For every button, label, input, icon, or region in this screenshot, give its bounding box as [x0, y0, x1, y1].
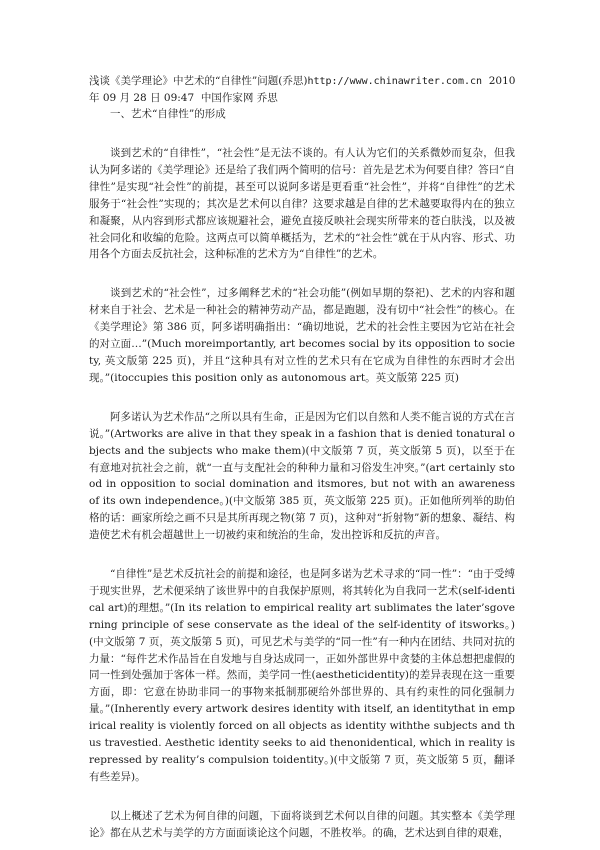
article-author: 乔思	[256, 92, 278, 104]
article-title: 浅谈《美学理论》中艺术的“自律性”问题(乔思)	[89, 75, 308, 87]
article-date: 年 09 月 28 日 09:47	[89, 92, 195, 104]
section-heading: 一、艺术“自律性”的形成	[110, 108, 226, 120]
article-meta	[89, 90, 515, 106]
paragraph-1: 谈到艺术的“自律性”，“社会性”是无法不谈的。有人认为它们的关系微妙而复杂，但我认为阿多诺的《美学理论》还是给了我们两个简明的信号：首先是艺术为何要自律？答曰“自律性”是实现“社会性”的前提，甚至可以说阿多诺是更看重“社会性”，并将“自律性”的艺术服务于“社会性”实现的；其次是艺术何以自律？这要求越是自律的艺术越要取得内在的独立和凝聚，从内容到形式都应该规避社会，避免直接反映社会现实所带来的苍白肤浅，以及被社会同化和收编的危险。这两点可以简单概括为，艺术的“社会性”就在于从内容、形式、功用各个方面去反抗社会，这种标准的艺术方为“自律性”的艺术。	[89, 147, 515, 261]
paragraph-4: “自律性”是艺术反抗社会的前提和途径，也是阿多诺为艺术寻求的“同一性”：“由于受缚于现实世界，艺术便采纳了该世界中的自我保护原则，将其转化为自我同一艺术(self-identical art)的理想。”(In its relation to empirical reality art sublimates the later’sgoverning principle of sese conservate as the ideal of the self-identity of itsworks。)(中文版第 7 页，英文版第 5 页)，可见艺术与美学的“同一性”有一种内在团结、共同对抗的力量：“每件艺术作品旨在自发地与自身达成同一，正如外部世界中贪婪的主体总想把虚假的同一性到处强加于客体一样。然而，美学同一性(aestheticidentity)的差异表现在这一重要方面，即：它意在协助非同一的事物来抵制那硬给外部世界的、具有约束性的同化强制力量。”(Inherently every artwork desires identity with itself, an identitythat in empirical reality is violently forced on all objects as identity withthe subjects and thus travestied. Aesthetic identity seeks to aid thenonidentical, which in reality is repressed by reality’s compulsion toidentity。)(中文版第 7 页，英文版第 5 页，翻译有些差异)。	[89, 568, 515, 783]
article-header	[89, 73, 515, 90]
source-url[interactable]: http://www.chinawriter.com.cn	[307, 76, 483, 87]
paragraph-2: 谈到艺术的“社会性”，过多阐释艺术的“社会功能”(例如早期的祭祀)、艺术的内容和题材来自于社会、艺术是一种社会的精神劳动产品，都是跑题，没有切中“社会性”的核心。在《美学理论》第 386 页，阿多诺明确指出：“确切地说，艺术的社会性主要因为它站在社会的对立面…”(Much moreimportantly, art becomes social by its opposition to society, 英文版第 225 页)，并且“这种具有对立性的艺术只有在它成为自律性的东西时才会出现。”(itoccupies this position only as autonomous art。英文版第 225 页)	[89, 287, 515, 384]
article-source: 中国作家网	[200, 92, 254, 104]
paragraph-3: 阿多诺认为艺术作品“之所以具有生命，正是因为它们以自然和人类不能言说的方式在言说。”(Artworks are alive in that they speak in a fashion that is denied tonatural objects and the subjects who make them)(中文版第 7 页，英文版第 5 页)，以至于在有意地对抗社会之前，就“一直与支配社会的种种力量和习俗发生冲突。”(art certainly stood in opposition to social domination and itsmores, but not with an awareness of its own independence。)(中文版第 385 页，英文版第 225 页)。正如他所列举的助伯格的话：画家所绘之画不只是其所再现之物(第 7 页)，这种对“折射物”新的想象、凝结、构造使艺术有机会超越世上一切被约束和统治的生命，发出控诉和反抗的声音。	[89, 410, 515, 542]
article-year: 2010	[488, 75, 516, 87]
document-page	[89, 73, 515, 842]
paragraph-5: 以上概述了艺术为何自律的问题，下面将谈到艺术何以自律的问题。其实整本《美学理论》都在从艺术与美学的方方面面谈论这个问题，不胜枚举。的确，艺术达到自律的艰难，	[89, 809, 515, 839]
